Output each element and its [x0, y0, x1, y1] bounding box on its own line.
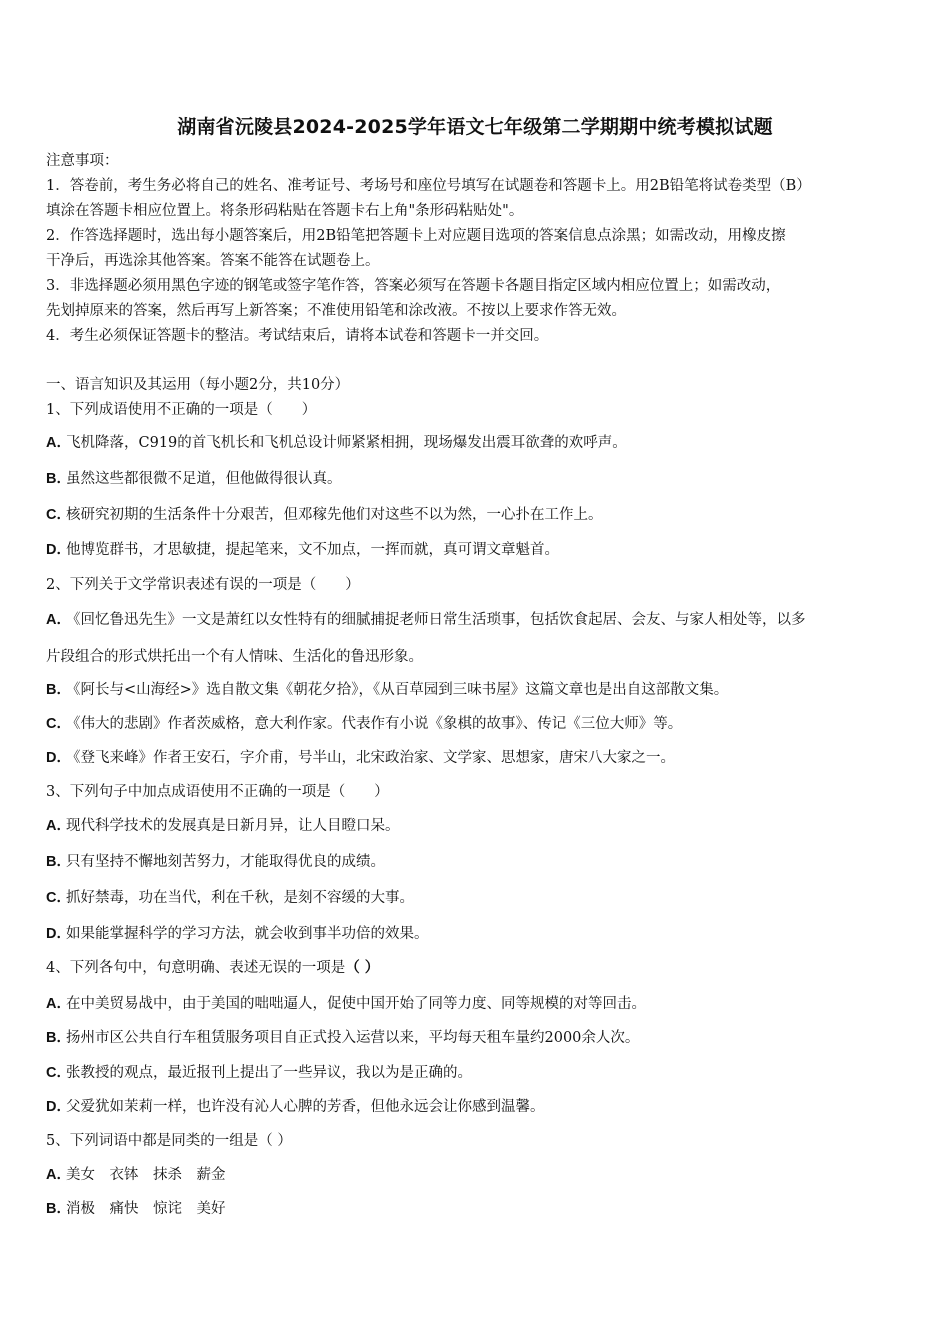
- option-letter: C．: [46, 716, 71, 732]
- option: [46, 469, 912, 489]
- option-text: 如果能掌握科学的学习方法，就会收到事半功倍的效果。: [66, 926, 429, 942]
- question-stem: [46, 958, 912, 978]
- option-letter: A．: [46, 996, 71, 1012]
- option-text: 消极 痛快 惊诧 美好: [66, 1201, 226, 1217]
- option-letter: A．: [46, 612, 71, 628]
- option-letter: C．: [46, 890, 71, 906]
- section-heading: 一、语言知识及其运用（每小题2分，共10分）: [46, 377, 350, 393]
- option-text: 父爱犹如茉莉一样，也许没有沁人心脾的芳香，但他永远会让你感到温馨。: [66, 1099, 545, 1115]
- option: [46, 505, 912, 525]
- option: [46, 1199, 912, 1219]
- option-text: 他博览群书，才思敏捷，提起笔来，文不加点，一挥而就，真可谓文章魁首。: [66, 542, 559, 558]
- notice-line: 1．答卷前，考生务必将自己的姓名、准考证号、考场号和座位号填写在试题卷和答题卡上。用2B铅笔将试卷类型（B）: [46, 178, 811, 194]
- option-letter: B．: [46, 854, 71, 870]
- question-stem: 1、下列成语使用不正确的一项是（ ）: [46, 402, 317, 418]
- option-letter: C．: [46, 1065, 71, 1081]
- option-text: 现代科学技术的发展真是日新月异，让人目瞪口呆。: [66, 818, 400, 834]
- option: [46, 540, 912, 560]
- option: [46, 852, 912, 872]
- option-letter: D．: [46, 1099, 71, 1115]
- option-letter: A．: [46, 1167, 71, 1183]
- notice-line: 干净后，再选涂其他答案。答案不能答在试题卷上。: [46, 253, 380, 269]
- option: [46, 680, 912, 700]
- option: [46, 1028, 912, 1048]
- notice-line: 2．作答选择题时，选出每小题答案后，用2B铅笔把答题卡上对应题目选项的答案信息点涂黑；如需改动，用橡皮擦: [46, 228, 786, 244]
- option-text: 飞机降落，C919的首飞机长和飞机总设计师紧紧相拥，现场爆发出震耳欲聋的欢呼声。: [66, 435, 627, 451]
- option-letter: A．: [46, 435, 71, 451]
- notice-heading: 注意事项：: [46, 153, 119, 169]
- option-text: 《登飞来峰》作者王安石，字介甫，号半山，北宋政治家、文学家、思想家，唐宋八大家之一。: [66, 750, 675, 766]
- option-letter: D．: [46, 750, 71, 766]
- option-text: 只有坚持不懈地刻苦努力，才能取得优良的成绩。: [66, 854, 385, 870]
- option: [46, 1165, 912, 1185]
- answer-paren: （ ）: [345, 959, 380, 976]
- option-letter: D．: [46, 926, 71, 942]
- option: [46, 888, 912, 908]
- option-text: 扬州市区公共自行车租赁服务项目自正式投入运营以来，平均每天租车量约2000余人次。: [66, 1030, 640, 1046]
- option-text: 张教授的观点，最近报刊上提出了一些异议，我以为是正确的。: [66, 1065, 472, 1081]
- option: [46, 1097, 912, 1117]
- option: [46, 748, 912, 768]
- question-stem-text: 4、下列各句中，句意明确、表述无误的一项是: [46, 960, 346, 976]
- option-letter: B．: [46, 1201, 71, 1217]
- option-text: 美女 衣钵 抹杀 薪金: [66, 1167, 226, 1183]
- option-letter: B．: [46, 1030, 71, 1046]
- option: [46, 1063, 912, 1083]
- question-stem: 2、下列关于文学常识表述有误的一项是（ ）: [46, 577, 360, 593]
- option-text: 《阿长与<山海经>》选自散文集《朝花夕拾》，《从百草园到三味书屋》这篇文章也是出自这部散文集。: [66, 682, 729, 698]
- page-title: 湖南省沅陵县2024-2025学年语文七年级第二学期期中统考模拟试题: [177, 116, 773, 138]
- option-letter: D．: [46, 542, 71, 558]
- option: [46, 610, 912, 630]
- option-letter: B．: [46, 682, 71, 698]
- option: [46, 924, 912, 944]
- notice-line: 3．非选择题必须用黑色字迹的钢笔或签字笔作答，答案必须写在答题卡各题目指定区域内相应位置上；如需改动，: [46, 278, 781, 294]
- option-text: 《伟大的悲剧》作者茨威格，意大利作家。代表作有小说《象棋的故事》、传记《三位大师》等。: [66, 716, 683, 732]
- question-stem: 3、下列句子中加点成语使用不正确的一项是（ ）: [46, 784, 389, 800]
- option-text: 在中美贸易战中，由于美国的咄咄逼人，促使中国开始了同等力度、同等规模的对等回击。: [66, 996, 646, 1012]
- option-letter: C．: [46, 507, 71, 523]
- option-letter: B．: [46, 471, 71, 487]
- option: [46, 714, 912, 734]
- option-continuation: 片段组合的形式烘托出一个有人情味、生活化的鲁迅形象。: [46, 649, 423, 665]
- option-text: 《回忆鲁迅先生》一文是萧红以女性特有的细腻捕捉老师日常生活琐事，包括饮食起居、会友、与家人相处等，以多: [66, 612, 806, 628]
- notice-line: 填涂在答题卡相应位置上。将条形码粘贴在答题卡右上角"条形码粘贴处"。: [46, 203, 524, 219]
- question-stem: 5、下列词语中都是同类的一组是（ ）: [46, 1133, 292, 1149]
- option: [46, 994, 912, 1014]
- option-text: 抓好禁毒，功在当代，利在千秋，是刻不容缓的大事。: [66, 890, 414, 906]
- notice-line: 先划掉原来的答案，然后再写上新答案；不准使用铅笔和涂改液。不按以上要求作答无效。: [46, 303, 626, 319]
- option: [46, 433, 912, 453]
- option: [46, 816, 912, 836]
- notice-line: 4．考生必须保证答题卡的整洁。考试结束后，请将本试卷和答题卡一并交回。: [46, 328, 549, 344]
- option-letter: A．: [46, 818, 71, 834]
- option-text: 虽然这些都很微不足道，但他做得很认真。: [66, 471, 342, 487]
- option-text: 核研究初期的生活条件十分艰苦，但邓稼先他们对这些不以为然，一心扑在工作上。: [66, 507, 603, 523]
